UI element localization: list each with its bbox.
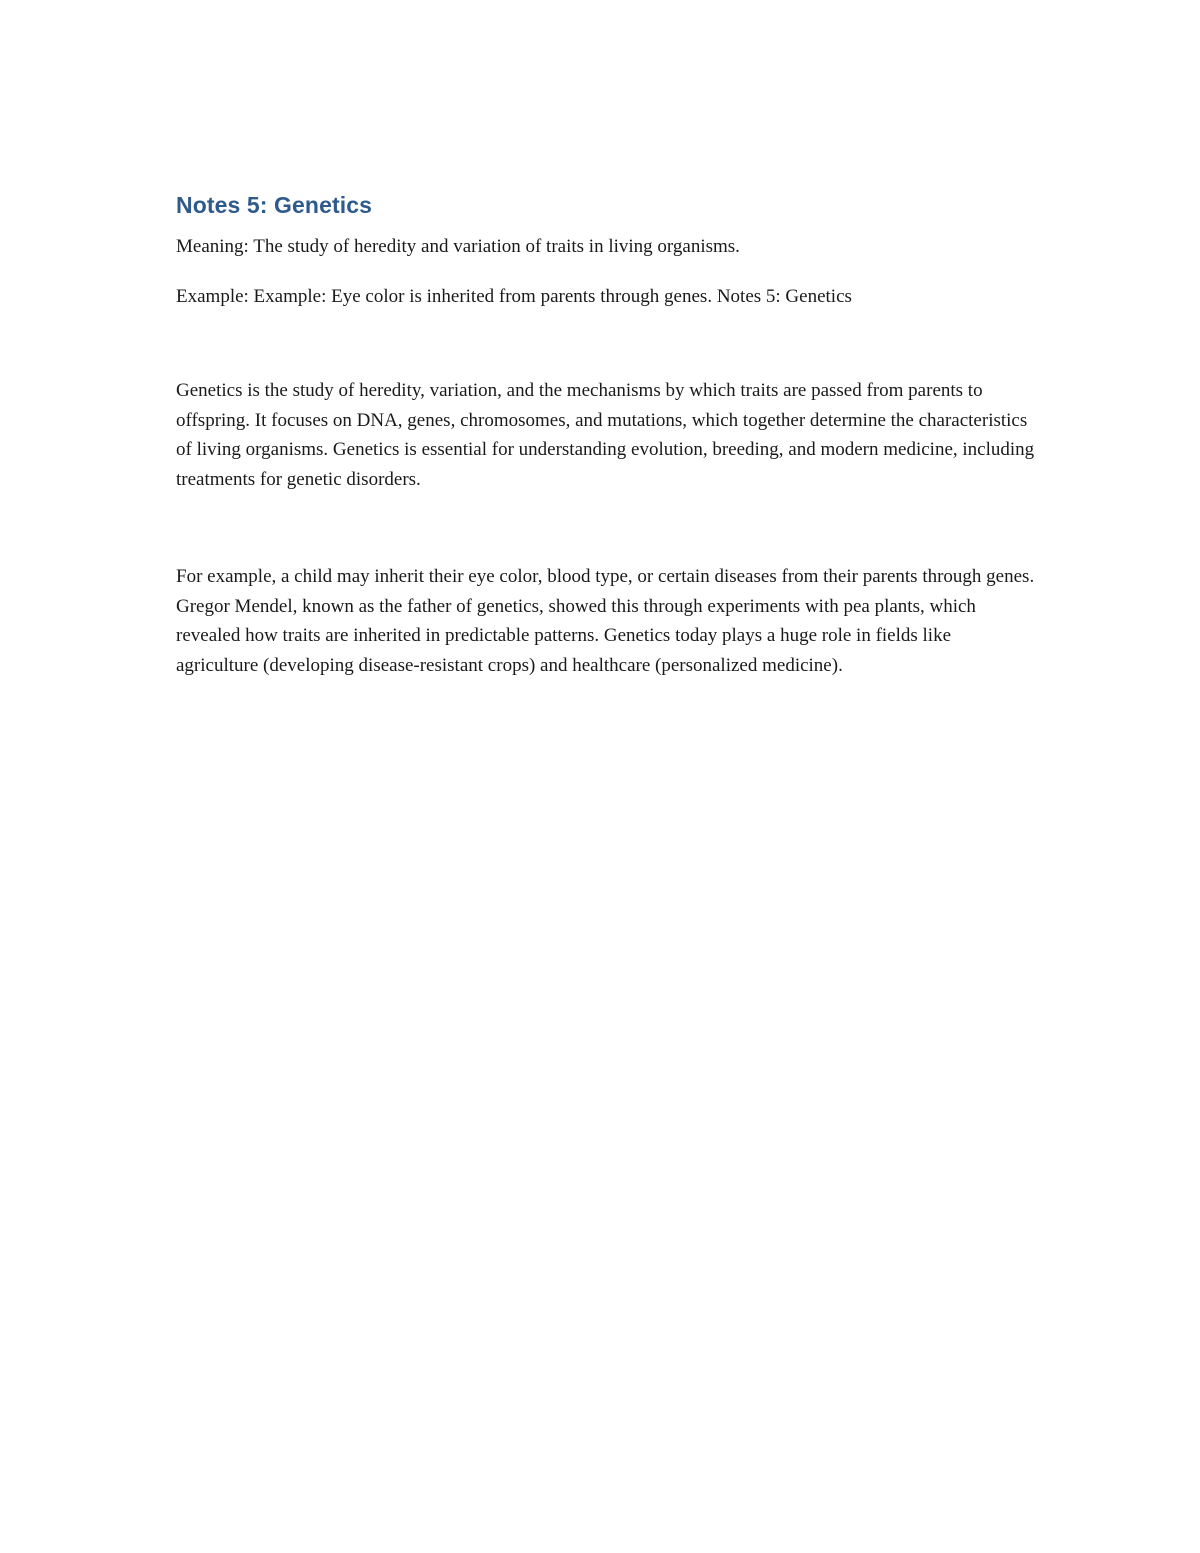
example-line: Example: Example: Eye color is inherited from parents through genes. Notes 5: Genetics bbox=[176, 285, 852, 307]
paragraph-genetics-overview: Genetics is the study of heredity, variation, and the mechanisms by which traits are passed from parents to offspring. It focuses on DNA, genes, chromosomes, and mutations, which together determine the characteristics of living organisms. Genetics is essential for understanding evolution, breeding, and modern medicine, including treatments for genetic disorders. bbox=[176, 380, 1035, 490]
meaning-line: Meaning: The study of heredity and variation of traits in living organisms. bbox=[176, 236, 740, 257]
paragraph-genetics-example: For example, a child may inherit their eye color, blood type, or certain diseases from their parents through genes. Gregor Mendel, known as the father of genetics, showed this through experiments with pea plants, which revealed how traits are inherited in predictable patterns. Genetics today plays a huge role in fields like agriculture (developing disease-resistant crops) and healthcare (personalized medicine). bbox=[176, 566, 1035, 676]
document-body bbox=[176, 190, 1036, 680]
document-heading: Notes 5: Genetics bbox=[176, 192, 372, 218]
